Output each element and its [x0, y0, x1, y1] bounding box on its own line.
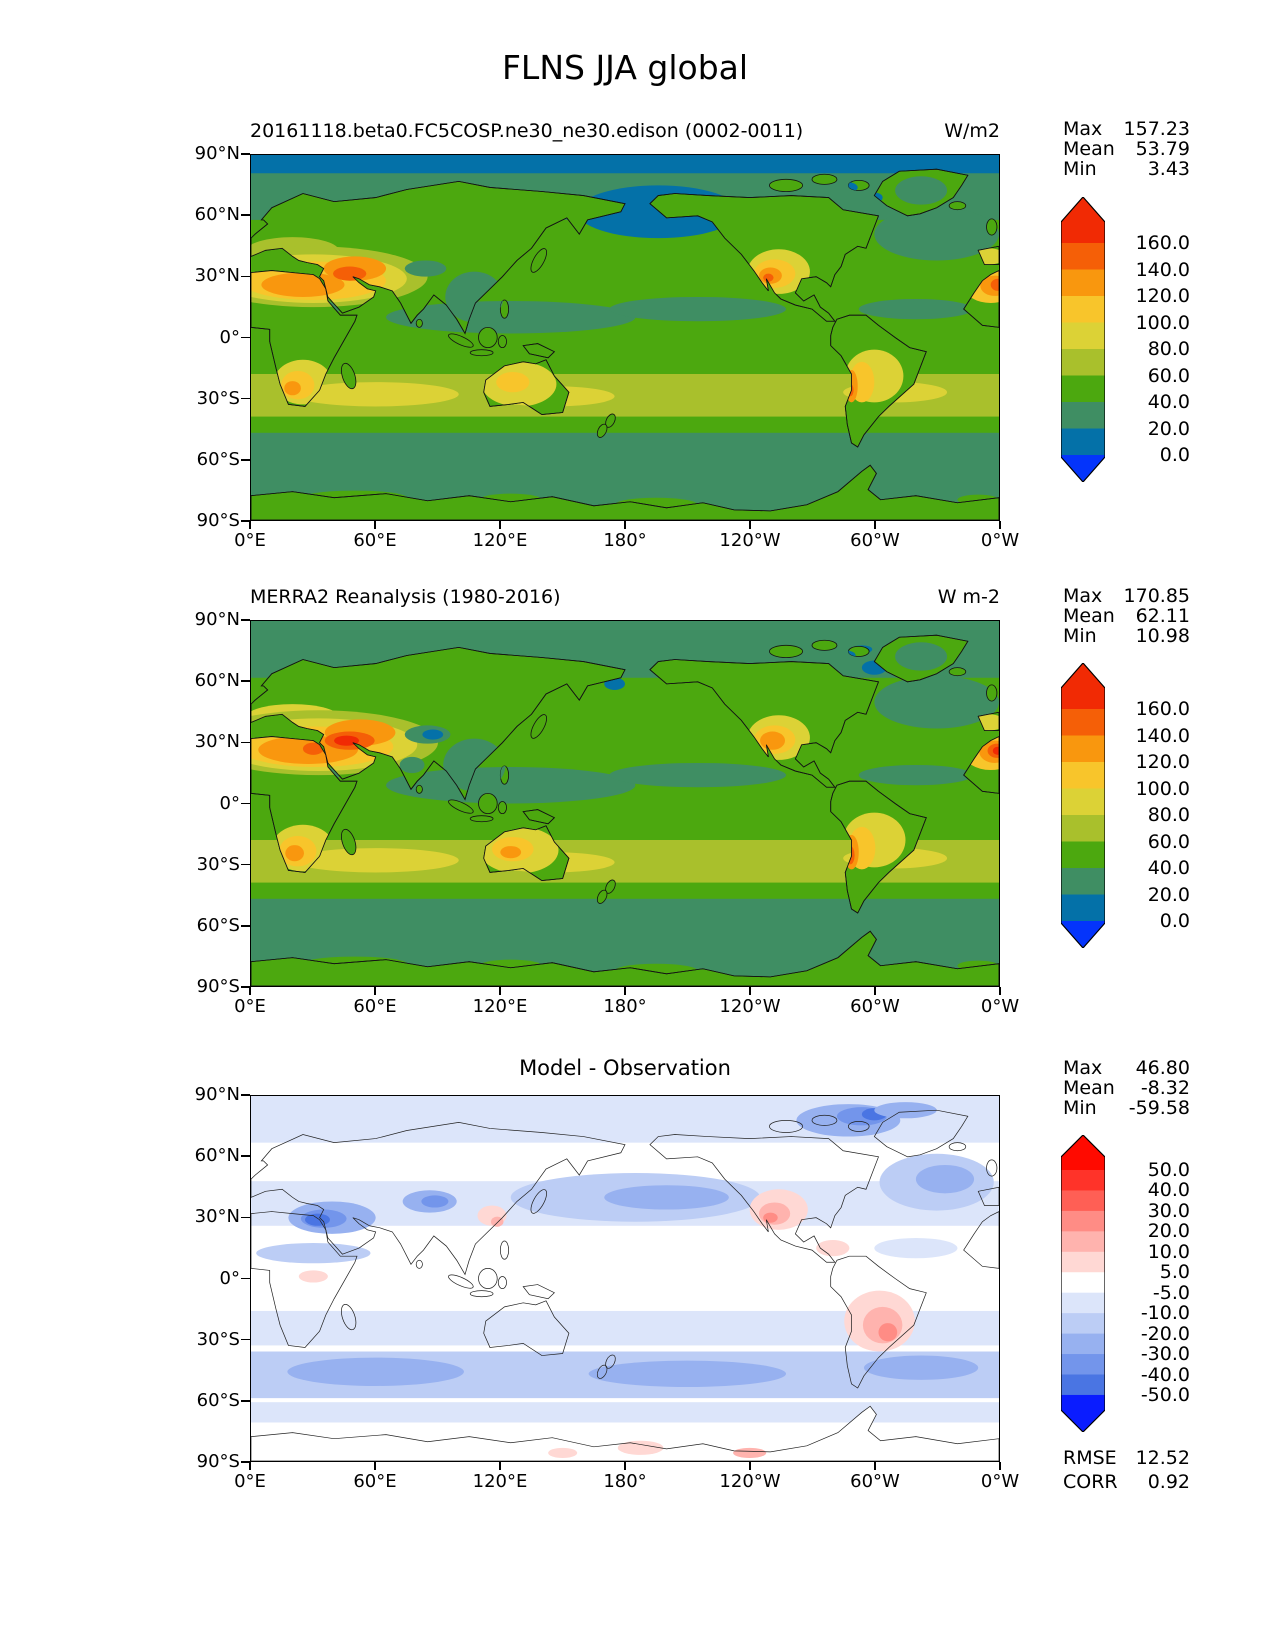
- colorbar-tick-text: 60.0: [1147, 830, 1190, 853]
- y-tick: [241, 337, 250, 339]
- y-tick: [241, 742, 250, 744]
- stat-label: Mean: [1063, 138, 1115, 160]
- y-tick: [241, 619, 250, 621]
- x-tick: [249, 1462, 251, 1470]
- stat-label: Min: [1063, 158, 1097, 180]
- lat-tick-label: 30°N: [194, 1206, 240, 1228]
- lon-tick-label: 60°E: [353, 530, 397, 551]
- colorbar-tick-text: 40.0: [1147, 1179, 1190, 1202]
- colorbar-tick-text: 140.0: [1135, 724, 1190, 747]
- figure-title: FLNS JJA global: [501, 48, 749, 87]
- x-tick: [624, 521, 626, 529]
- map-svg: [251, 155, 999, 520]
- colorbar-tick-text: 140.0: [1135, 258, 1190, 281]
- stat-row: [1063, 139, 1190, 159]
- map-model: [250, 154, 1000, 521]
- y-tick: [241, 214, 250, 216]
- y-tick: [241, 1339, 250, 1341]
- x-tick: [374, 1462, 376, 1470]
- panel1-stats: [1063, 119, 1190, 179]
- colorbar-tick-text: 40.0: [1147, 857, 1190, 879]
- y-tick: [241, 1217, 250, 1219]
- colorbar-tick-text: 10.0: [1147, 1240, 1190, 1263]
- y-tick: [241, 1094, 250, 1096]
- lat-tick-label: 60°N: [194, 204, 240, 226]
- stat-value: 46.80: [1135, 1057, 1190, 1079]
- colorbar: [1061, 197, 1105, 482]
- stat-value: 62.11: [1135, 605, 1190, 627]
- colorbar-tick-text: 160.0: [1135, 698, 1190, 720]
- stat-label: Min: [1063, 625, 1097, 647]
- lat-tick-label: 0°: [219, 792, 240, 814]
- x-tick: [374, 987, 376, 995]
- x-tick: [499, 521, 501, 529]
- colorbar-tick-text: 50.0: [1147, 1159, 1190, 1181]
- lat-tick-label: 90°S: [196, 976, 240, 997]
- lat-tick-label: 60°S: [196, 448, 240, 470]
- lon-tick-label: 120°W: [719, 996, 781, 1017]
- lon-tick-label: 180°: [603, 996, 647, 1017]
- colorbar-tick-text: 20.0: [1147, 417, 1190, 440]
- lat-tick-label: 30°N: [194, 265, 240, 287]
- metric-label: CORR: [1063, 1471, 1118, 1493]
- metric-row: [1063, 1446, 1190, 1470]
- x-tick: [999, 1462, 1001, 1470]
- lat-tick-label: 90°S: [196, 510, 240, 531]
- lon-tick-label: 120°E: [472, 1471, 528, 1492]
- colorbar-tick-text: -10.0: [1140, 1302, 1190, 1325]
- stat-value: -8.32: [1140, 1077, 1190, 1099]
- panel2-title: MERRA2 Reanalysis (1980-2016): [250, 586, 561, 608]
- colorbar-tick-text: -50.0: [1140, 1383, 1190, 1406]
- lat-tick-label: 90°N: [194, 609, 240, 630]
- stat-row: [1063, 1098, 1190, 1118]
- x-tick: [249, 521, 251, 529]
- x-tick: [249, 987, 251, 995]
- lon-tick-label: 120°W: [719, 530, 781, 551]
- colorbar-tick-text: 120.0: [1135, 285, 1190, 307]
- colorbar-tick-text: 160.0: [1135, 232, 1190, 254]
- colorbar-tick-text: 120.0: [1135, 751, 1190, 773]
- colorbar-tick-text: -30.0: [1140, 1343, 1190, 1366]
- lat-tick-label: 60°N: [194, 670, 240, 692]
- colorbar-tick-text: 20.0: [1147, 883, 1190, 906]
- panel3-metrics: [1063, 1446, 1190, 1494]
- lat-tick-label: 0°: [219, 326, 240, 348]
- colorbar: [1061, 663, 1105, 948]
- x-tick: [749, 521, 751, 529]
- map-observation: [250, 620, 1000, 987]
- x-tick: [999, 521, 1001, 529]
- lat-tick-label: 30°S: [196, 387, 240, 409]
- colorbar-tick-text: 100.0: [1135, 777, 1190, 800]
- lon-tick-label: 60°W: [850, 1471, 900, 1492]
- lon-tick-label: 0°E: [234, 1471, 266, 1492]
- panel1-title: 20161118.beta0.FC5COSP.ne30_ne30.edison (0002-0011): [250, 120, 804, 142]
- stat-row: [1063, 606, 1190, 626]
- stat-value: 3.43: [1147, 158, 1190, 180]
- metric-label: RMSE: [1063, 1447, 1117, 1469]
- stat-value: 170.85: [1123, 585, 1190, 607]
- lat-tick-label: 30°S: [196, 1328, 240, 1350]
- lat-tick-label: 0°: [219, 1267, 240, 1289]
- panel2-stats: [1063, 586, 1190, 646]
- panel1-units: W/m2: [944, 120, 1000, 142]
- stat-label: Max: [1063, 585, 1103, 607]
- lat-tick-label: 90°N: [194, 143, 240, 164]
- lon-tick-label: 180°: [603, 1471, 647, 1492]
- colorbar-tick-text: -5.0: [1152, 1281, 1190, 1304]
- lon-tick-label: 120°W: [719, 1471, 781, 1492]
- colorbar-tick-text: 40.0: [1147, 391, 1190, 413]
- stat-label: Mean: [1063, 1077, 1115, 1099]
- colorbar-tick-text: 100.0: [1135, 311, 1190, 334]
- lon-tick-label: 0°W: [980, 996, 1020, 1017]
- y-tick: [241, 1400, 250, 1402]
- x-tick: [749, 987, 751, 995]
- x-tick: [374, 521, 376, 529]
- panel3-title: Model - Observation: [519, 1056, 731, 1080]
- y-tick: [241, 276, 250, 278]
- map-difference: [250, 1095, 1000, 1462]
- lon-tick-label: 120°E: [472, 996, 528, 1017]
- lon-tick-label: 0°E: [234, 530, 266, 551]
- x-tick: [874, 521, 876, 529]
- lat-tick-label: 30°N: [194, 731, 240, 753]
- stat-value: 10.98: [1135, 625, 1190, 647]
- stat-label: Max: [1063, 118, 1103, 140]
- stat-label: Mean: [1063, 605, 1115, 627]
- stat-row: [1063, 119, 1190, 139]
- x-tick: [624, 987, 626, 995]
- x-tick: [874, 987, 876, 995]
- y-tick: [241, 864, 250, 866]
- stat-label: Max: [1063, 1057, 1103, 1079]
- lon-tick-label: 0°W: [980, 530, 1020, 551]
- lon-tick-label: 60°W: [850, 530, 900, 551]
- colorbar-svg: [1061, 1135, 1105, 1432]
- map-svg: [251, 1096, 999, 1461]
- lon-tick-label: 60°E: [353, 1471, 397, 1492]
- lon-tick-label: 0°W: [980, 1471, 1020, 1492]
- lat-tick-label: 60°N: [194, 1145, 240, 1167]
- lon-tick-label: 60°W: [850, 996, 900, 1017]
- stat-row: [1063, 1058, 1190, 1078]
- colorbar-tick-text: -40.0: [1140, 1363, 1190, 1386]
- x-tick: [499, 987, 501, 995]
- panel3-stats: [1063, 1058, 1190, 1118]
- y-tick: [241, 153, 250, 155]
- x-tick: [999, 987, 1001, 995]
- map-svg: [251, 621, 999, 986]
- x-tick: [624, 1462, 626, 1470]
- colorbar-tick-text: 0.0: [1159, 910, 1190, 932]
- x-tick: [499, 1462, 501, 1470]
- y-tick: [241, 1155, 250, 1157]
- stat-row: [1063, 586, 1190, 606]
- colorbar-svg: [1061, 663, 1105, 948]
- lat-tick-label: 60°S: [196, 914, 240, 936]
- y-tick: [241, 680, 250, 682]
- y-tick: [241, 459, 250, 461]
- lat-tick-label: 90°S: [196, 1451, 240, 1472]
- stat-value: -59.58: [1128, 1097, 1190, 1119]
- y-tick: [241, 925, 250, 927]
- metric-value: 12.52: [1135, 1447, 1190, 1469]
- lat-tick-label: 60°S: [196, 1389, 240, 1411]
- colorbar-tick-text: 20.0: [1147, 1220, 1190, 1243]
- colorbar-tick-text: 30.0: [1147, 1199, 1190, 1222]
- colorbar-tick-text: 80.0: [1147, 804, 1190, 826]
- lat-tick-label: 90°N: [194, 1084, 240, 1105]
- stat-value: 157.23: [1123, 118, 1190, 140]
- lon-tick-label: 180°: [603, 530, 647, 551]
- colorbar-tick-text: 5.0: [1159, 1261, 1190, 1284]
- stat-row: [1063, 159, 1190, 179]
- stat-row: [1063, 626, 1190, 646]
- lon-tick-label: 60°E: [353, 996, 397, 1017]
- colorbar-tick-text: 0.0: [1159, 444, 1190, 466]
- metric-value: 0.92: [1147, 1471, 1190, 1493]
- x-tick: [874, 1462, 876, 1470]
- colorbar-svg: [1061, 197, 1105, 482]
- stat-value: 53.79: [1135, 138, 1190, 160]
- y-tick: [241, 803, 250, 805]
- y-tick: [241, 1278, 250, 1280]
- x-tick: [749, 1462, 751, 1470]
- panel2-units: W m-2: [937, 586, 1000, 608]
- y-tick: [241, 398, 250, 400]
- stat-label: Min: [1063, 1097, 1097, 1119]
- colorbar: [1061, 1135, 1105, 1432]
- metric-row: [1063, 1470, 1190, 1494]
- colorbar-tick-text: 60.0: [1147, 364, 1190, 387]
- colorbar-tick-text: 80.0: [1147, 338, 1190, 360]
- colorbar-tick-text: -20.0: [1140, 1322, 1190, 1345]
- lat-tick-label: 30°S: [196, 853, 240, 875]
- lon-tick-label: 0°E: [234, 996, 266, 1017]
- lon-tick-label: 120°E: [472, 530, 528, 551]
- stat-row: [1063, 1078, 1190, 1098]
